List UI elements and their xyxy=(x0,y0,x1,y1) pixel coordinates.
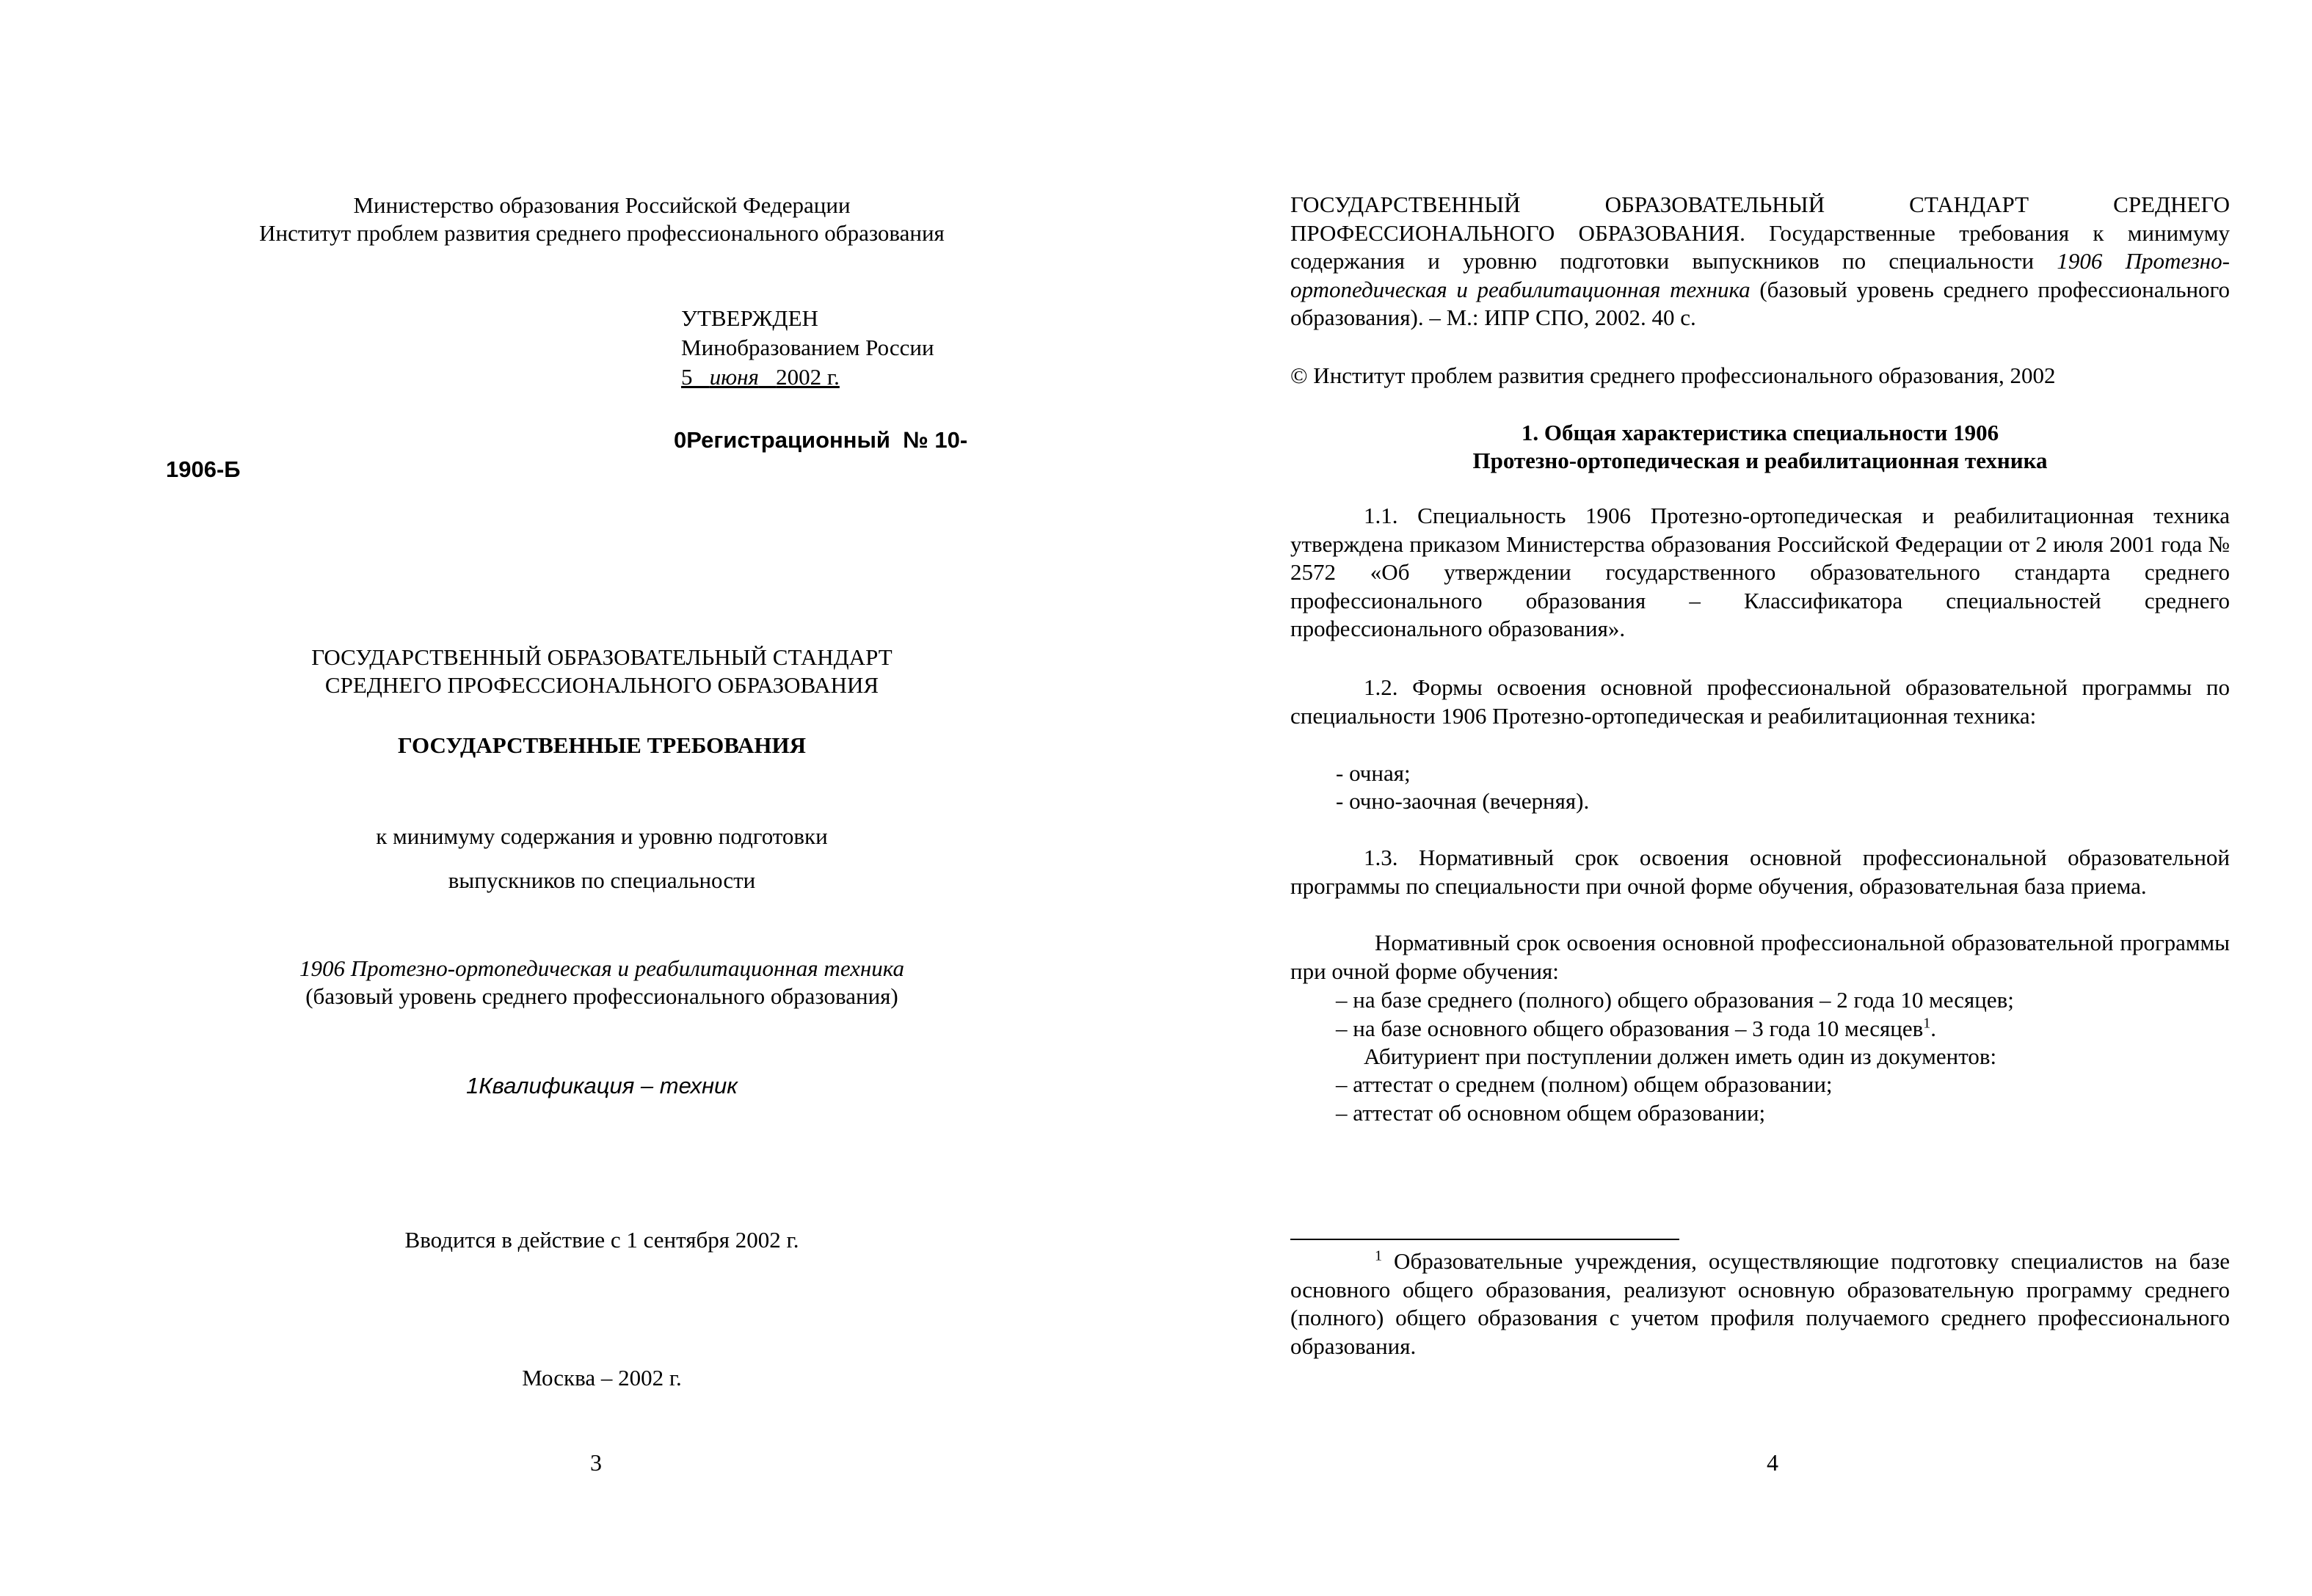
footnote-divider xyxy=(1290,1239,1679,1240)
approval-day: 5 xyxy=(681,364,693,390)
norm-item: – на базе среднего (полного) общего образования – 2 года 10 месяцев; xyxy=(1336,987,2014,1013)
paragraph-1-1: 1.1. Специальность 1906 Протезно-ортопедическая и реабилитационная техника утверждена приказом Министерства образования Российской Федерации от 2 июля 2001 года № 2572 «Об утверждении государственного образовательного стандарта среднего профессионального образования – Классификатора специальностей среднего профессионального образования». xyxy=(1290,503,2230,641)
footnote-marker: 1 xyxy=(1375,1247,1382,1264)
ministry-name: Министерство образования Российской Федерации xyxy=(353,192,851,218)
approval-year: 2002 г. xyxy=(776,364,840,390)
page-number-left: 3 xyxy=(590,1449,602,1476)
form-item: - очная; xyxy=(1336,760,1411,786)
specialty-title: 1906 Протезно-ортопедическая и реабилитационная техника xyxy=(299,955,905,981)
citation-part2: (базовый уровень среднего профессионального образования). – М.: ИПР СПО, 2002. 40 с. xyxy=(1290,276,2230,330)
norm-item-2-end: . xyxy=(1930,1016,1937,1041)
citation xyxy=(1290,191,2230,332)
standard-title-line1: ГОСУДАРСТВЕННЫЙ ОБРАЗОВАТЕЛЬНЫЙ СТАНДАРТ xyxy=(311,644,893,670)
doc-item: – аттестат о среднем (полном) общем образовании; xyxy=(1336,1071,1833,1097)
institute-name: Институт проблем развития среднего профессионального образования xyxy=(259,220,945,246)
norm-item-2-text: – на базе основного общего образования – 3 года 10 месяцев xyxy=(1336,1016,1924,1041)
approved-label: УТВЕРЖДЕН xyxy=(681,305,818,331)
footnote xyxy=(1290,1247,2230,1360)
registration-suffix: 1906-Б xyxy=(166,456,241,482)
copyright: © Институт проблем развития среднего профессионального образования, 2002 xyxy=(1290,362,2056,388)
doc-item: – аттестат об основном общем образовании; xyxy=(1336,1100,1766,1126)
form-item: - очно-заочная (вечерняя). xyxy=(1336,788,1590,814)
approval-date xyxy=(681,362,840,392)
specialty-level: (базовый уровень среднего профессионального образования) xyxy=(305,983,898,1009)
min-content-line2: выпускников по специальности xyxy=(448,867,756,893)
approval-month: июня xyxy=(709,364,759,390)
requirements-heading: ГОСУДАРСТВЕННЫЕ ТРЕБОВАНИЯ xyxy=(398,732,806,758)
min-content-line1: к минимуму содержания и уровню подготовки xyxy=(376,823,828,849)
page-number-right: 4 xyxy=(1767,1449,1778,1476)
approved-by: Минобразованием России xyxy=(681,335,934,360)
qualification: 1Квалификация – техник xyxy=(466,1073,738,1098)
footnote-ref[interactable]: 1 xyxy=(1923,1015,1931,1032)
norm-item xyxy=(1336,1014,1936,1043)
effective-date: Вводится в действие с 1 сентября 2002 г. xyxy=(404,1227,799,1253)
section-heading-line2: Протезно-ортопедическая и реабилитационная техника xyxy=(1472,448,2048,473)
right-page xyxy=(1156,0,2312,1596)
paragraph-norm: Нормативный срок освоения основной профессиональной образовательной программы при очной форме обучения: xyxy=(1290,930,2230,984)
citation-italic: 1906 Протезно-ортопедическая и реабилитационная техника xyxy=(1290,248,2231,302)
footnote-text: Образовательные учреждения, осуществляющие подготовку специалистов на базе основного общего образования, реализуют основную образовательную программу среднего (полного) общего образования с учетом профиля получаемого среднего профессионального образования. xyxy=(1290,1248,2230,1359)
standard-title-line2: СРЕДНЕГО ПРОФЕССИОНАЛЬНОГО ОБРАЗОВАНИЯ xyxy=(324,672,879,698)
paragraph-1-2: 1.2. Формы освоения основной профессиональной образовательной программы по специальности 1906 Протезно-ортопедическая и реабилитационная техника: xyxy=(1290,674,2230,729)
section-heading-line1: 1. Общая характеристика специальности 1906 xyxy=(1521,420,1999,445)
citation-part1: ГОСУДАРСТВЕННЫЙ ОБРАЗОВАТЕЛЬНЫЙ СТАНДАРТ СРЕДНЕГО ПРОФЕССИОНАЛЬНОГО ОБРАЗОВАНИЯ. Государственные требования к минимуму содержания и уровню подготовки выпускников по специальности xyxy=(1290,192,2230,274)
city-year: Москва – 2002 г. xyxy=(522,1365,682,1391)
paragraph-1-3: 1.3. Нормативный срок освоения основной профессиональной образовательной программы по специальности при очной форме обучения, образовательная база приема. xyxy=(1290,845,2230,899)
applicant-line: Абитуриент при поступлении должен иметь один из документов: xyxy=(1364,1043,1997,1069)
registration-number: 0Регистрационный № 10- xyxy=(674,427,968,453)
